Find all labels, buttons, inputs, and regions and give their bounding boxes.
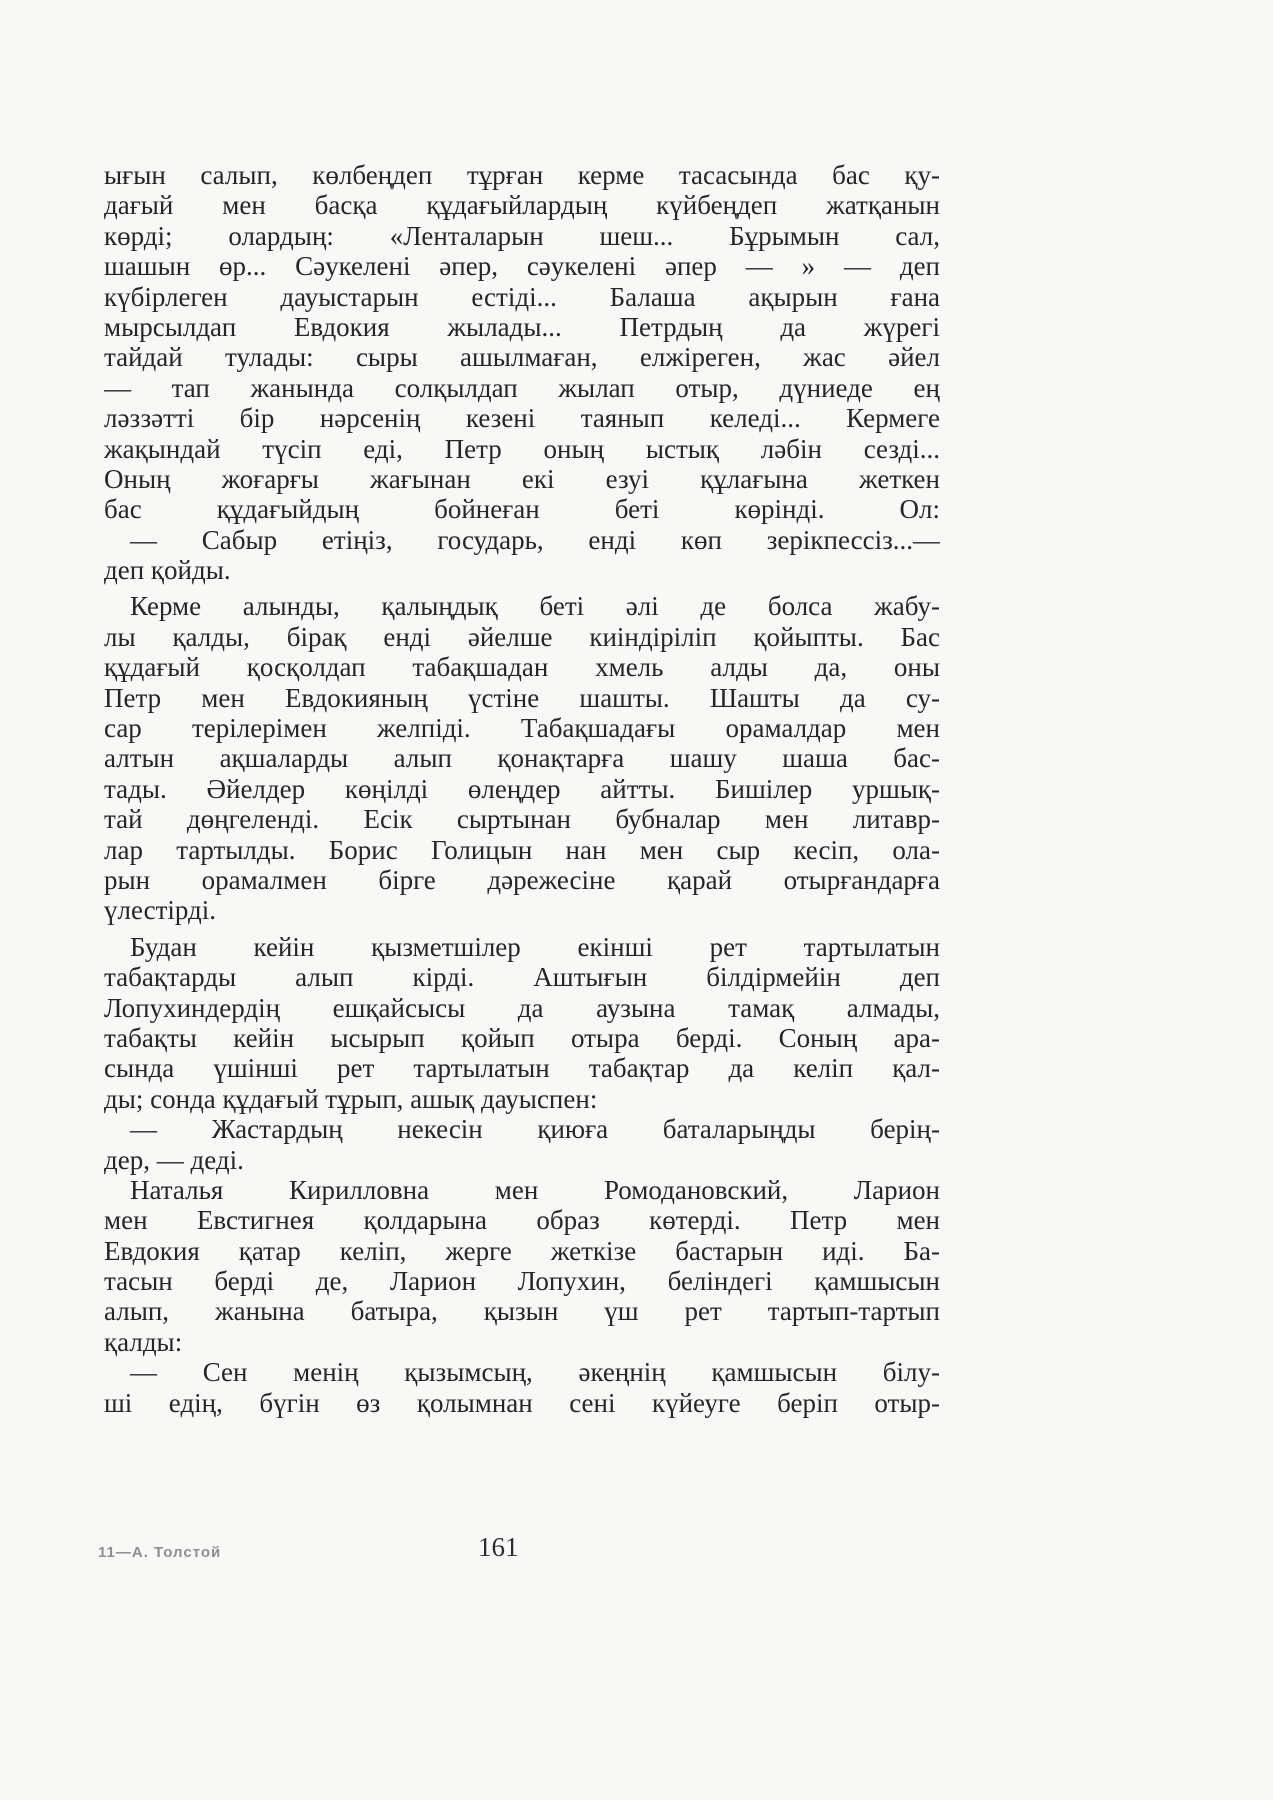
text-line: көрді; олардың: «Ленталарын шеш... Бұрымын сал, [104, 220, 940, 251]
text-line: — Сабыр етіңіз, государь, енді көп зерікпессіз...— [130, 524, 940, 555]
text-line: ләззәтті бір нәрсенің кезені таянып келеді... Кермеге [104, 403, 940, 434]
page-number: 161 [478, 1532, 519, 1562]
text-line: шашын өр... Сәукелені әпер, сәукелені әпер — » — деп [104, 251, 940, 282]
text-line: Керме алынды, қалыңдық беті әлі де болса жабу- [130, 591, 940, 622]
text-line: лар тартылды. Борис Голицын нан мен сыр кесіп, ола- [104, 834, 940, 865]
text-line: тай дөңгеленді. Есік сыртынан бубналар мен литавр- [104, 804, 940, 835]
text-line: дер, — деді. [104, 1144, 244, 1175]
text-line: рын орамалмен бірге дәрежесіне қарай отырғандарға [104, 864, 940, 895]
text-line: алып, жанына батыра, қызын үш рет тартып-тартып [104, 1296, 940, 1327]
text-line: тады. Әйелдер көңілді өлеңдер айтты. Бишілер уршық- [104, 773, 940, 804]
text-line: Петр мен Евдокияның үстіне шашты. Шашты да су- [104, 682, 940, 713]
text-line: ші едің, бүгін өз қолымнан сені күйеуге беріп отыр- [104, 1387, 940, 1418]
footer-signature: 11—А. Толстой [98, 1544, 222, 1561]
text-line: Лопухиндердің ешқайсысы да аузына тамақ алмады, [104, 992, 940, 1023]
text-line: Наталья Кирилловна мен Ромодановский, Ларион [130, 1174, 940, 1205]
text-line: тайдай тулады: сыры ашылмаған, елжіреген, жас әйел [104, 342, 940, 373]
text-line: алтын ақшаларды алып қонақтарға шашу шаша бас- [104, 743, 940, 774]
text-line: күбірлеген дауыстарын естіді... Балаша ақырын ғана [104, 281, 940, 312]
text-line: құдағый қосқолдап табақшадан хмель алды да, оны [104, 652, 940, 683]
text-line: — Сен менің қызымсың, әкеңнің қамшысын білу- [130, 1357, 940, 1388]
text-line: табақтарды алып кірді. Аштығын білдірмейін деп [104, 962, 940, 993]
text-line: тасын берді де, Ларион Лопухин, беліндегі қамшысын [104, 1266, 940, 1297]
text-line: — Жастардың некесін қиюға баталарыңды берің- [130, 1114, 940, 1145]
text-line: Оның жоғарғы жағынан екі езуі құлағына жеткен [104, 463, 940, 494]
text-line: үлестірді. [104, 895, 217, 926]
text-line: ығын салып, көлбеңдеп тұрған керме тасасында бас қу- [104, 160, 940, 190]
text-line: мен Евстигнея қолдарына образ көтерді. Петр мен [104, 1205, 940, 1236]
text-line: сында үшінші рет тартылатын табақтар да келіп қал- [104, 1053, 940, 1084]
text-line: — тап жанында солқылдап жылап отыр, дүниеде ең [104, 372, 940, 403]
text-line: дағый мен басқа құдағыйлардың күйбеңдеп жатқанын [104, 190, 940, 221]
body-text [104, 160, 940, 1418]
text-line: табақты кейін ысырып қойып отыра берді. Соның ара- [104, 1022, 940, 1053]
text-line: сар терілерімен желпіді. Табақшадағы орамалдар мен [104, 713, 940, 744]
text-line: лы қалды, бірақ енді әйелше киіндіріліп қойыпты. Бас [104, 621, 940, 652]
text-line: Евдокия қатар келіп, жерге жеткізе бастарын иді. Ба- [104, 1235, 940, 1266]
text-line: мырсылдап Евдокия жылады... Петрдың да жүрегі [104, 311, 940, 342]
text-line: бас құдағыйдың бойнеған беті көрінді. Ол: [104, 494, 940, 525]
text-line: жақындай түсіп еді, Петр оның ыстық ләбін сезді... [104, 433, 940, 464]
text-line: деп қойды. [104, 555, 231, 586]
text-line: ды; сонда құдағый тұрып, ашық дауыспен: [104, 1083, 598, 1114]
text-line: қалды: [104, 1326, 183, 1357]
text-line: Будан кейін қызметшілер екінші рет тартылатын [130, 931, 940, 962]
